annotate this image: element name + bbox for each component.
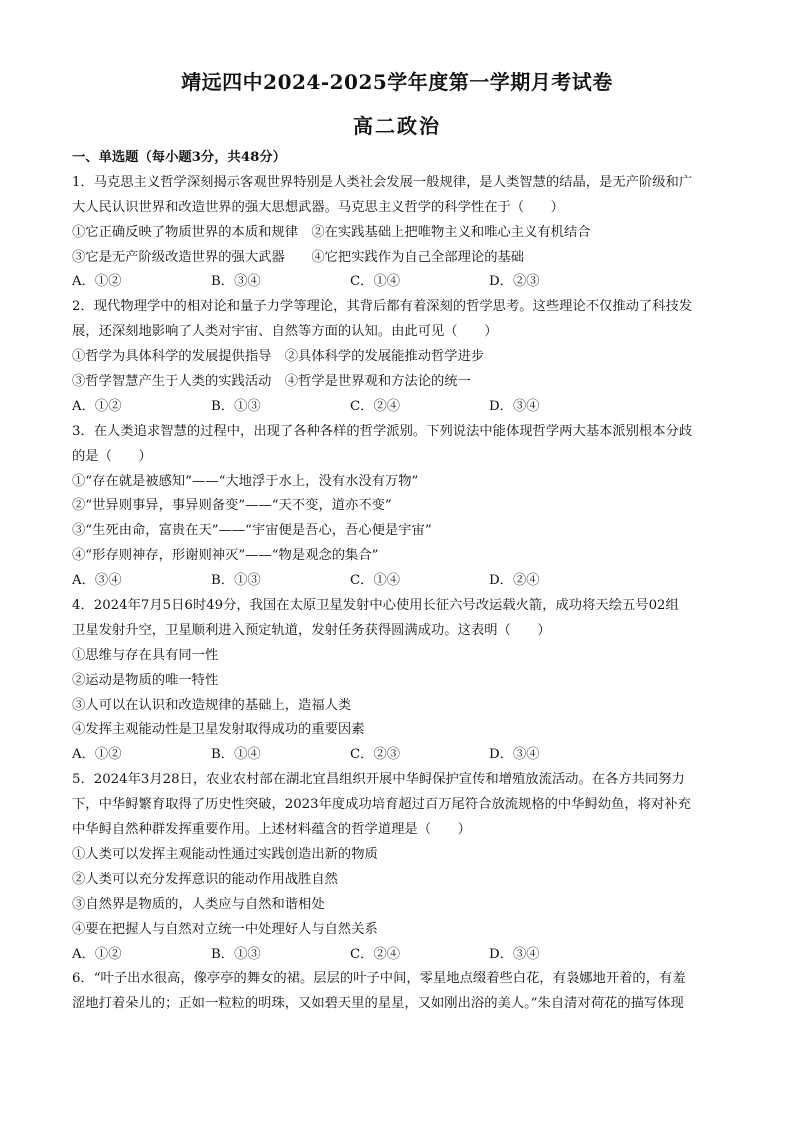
answer-options: [72, 743, 724, 768]
question-stem-line: 涩地打着朵儿的；正如一粒粒的明珠，又如碧天里的星星，又如刚出浴的美人。”朱自清对荷花的描写体现: [72, 996, 684, 1012]
answer-options: [72, 569, 724, 594]
answer-option[interactable]: B．①③: [211, 573, 261, 589]
section-heading: 一、单选题（每小题3分，共48分）: [72, 150, 286, 165]
statement-line: ①“存在就是被感知”——“大地浮于水上，没有水没有万物”: [72, 473, 419, 489]
answer-option[interactable]: D．③④: [489, 747, 540, 763]
statement-line: ②“世异则事异，事异则备变”——“天不变，道亦不变”: [72, 498, 392, 514]
answer-option[interactable]: D．③④: [489, 946, 540, 962]
statement-line: ①思维与存在具有同一性: [72, 647, 219, 663]
question-stem-line: 卫星发射升空，卫星顺利进入预定轨道，发射任务获得圆满成功。这表明（ ）: [72, 622, 551, 638]
question-stem-line: 下，中华鲟繁育取得了历史性突破，2023年度成功培育超过百万尾符合放流规格的中华鲟幼鱼，将对补充: [72, 797, 691, 813]
question-stem-line: 3．在人类追求智慧的过程中，出现了各种各样的哲学派别。下列说法中能体现哲学两大基本派别根本分歧: [72, 423, 693, 439]
answer-option[interactable]: B．①③: [211, 946, 261, 962]
statement-line: ②人类可以充分发挥意识的能动作用战胜自然: [72, 871, 338, 887]
statement-line: ③自然界是物质的，人类应与自然和谐相处: [72, 896, 325, 912]
answer-option[interactable]: A．①②: [72, 274, 122, 290]
statement-line: ③“生死由命，富贵在天”——“宇宙便是吾心，吾心便是宇宙”: [72, 523, 432, 539]
statement-line: ④要在把握人与自然对立统一中处理好人与自然关系: [72, 921, 378, 937]
question-stem-line: 5．2024年3月28日，农业农村部在湖北宜昌组织开展中华鲟保护宣传和增殖放流活动。在各方共同努力: [72, 772, 685, 788]
statement-line: ④发挥主观能动性是卫星发射取得成功的重要因素: [72, 722, 365, 738]
answer-option[interactable]: B．①④: [211, 747, 261, 763]
question-stem-line: 中华鲟自然种群发挥重要作用。上述材料蕴含的哲学道理是（ ）: [72, 822, 471, 838]
question-3: [72, 420, 724, 594]
question-stem-line: 的是（ ）: [72, 448, 152, 464]
answer-option[interactable]: A．①②: [72, 946, 122, 962]
statement-line: ①哲学为具体科学的发展提供指导 ②具体科学的发展能推动哲学进步: [72, 349, 485, 365]
answer-option[interactable]: C．②③: [350, 747, 401, 763]
answer-option[interactable]: C．②④: [350, 398, 401, 414]
question-list: [72, 171, 724, 1017]
answer-option[interactable]: D．③④: [489, 398, 540, 414]
statement-line: ③它是无产阶级改造世界的强大武器 ④它把实践作为自己全部理论的基础: [72, 249, 525, 265]
statement-line: ③人可以在认识和改造规律的基础上，造福人类: [72, 697, 352, 713]
answer-option[interactable]: D．②③: [489, 274, 540, 290]
question-stem-line: 2．现代物理学中的相对论和量子力学等理论，其背后都有着深刻的哲学思考。这些理论不仅推动了科技发: [72, 299, 693, 315]
question-6: [72, 967, 724, 1017]
answer-options: [72, 943, 724, 968]
answer-option[interactable]: B．③④: [211, 274, 261, 290]
question-4: [72, 594, 724, 768]
statement-line: ①它正确反映了物质世界的本质和规律 ②在实践基础上把唯物主义和唯心主义有机结合: [72, 224, 591, 240]
answer-option[interactable]: A．①②: [72, 398, 122, 414]
answer-option[interactable]: D．②④: [489, 573, 540, 589]
answer-options: [72, 395, 724, 420]
answer-option[interactable]: A．③④: [72, 573, 122, 589]
question-stem-line: 4．2024年7月5日6时49分，我国在太原卫星发射中心使用长征六号改运载火箭，成功将天绘五号02组: [72, 598, 679, 614]
question-stem-line: 1．马克思主义哲学深刻揭示客观世界特别是人类社会发展一般规律，是人类智慧的结晶，是无产阶级和广: [72, 174, 693, 190]
answer-option[interactable]: C．②④: [350, 946, 401, 962]
question-2: [72, 295, 724, 419]
statement-line: ①人类可以发挥主观能动性通过实践创造出新的物质: [72, 846, 378, 862]
statement-line: ④“形存则神存，形谢则神灭”——“物是观念的集合”: [72, 548, 379, 564]
exam-subtitle: 高二政治: [353, 114, 441, 138]
question-5: [72, 768, 724, 967]
question-stem-line: 大人民认识世界和改造世界的强大思想武器。马克思主义哲学的科学性在于（ ）: [72, 199, 564, 215]
question-stem-line: 6．“叶子出水很高，像亭亭的舞女的裙。层层的叶子中间，零星地点缀着些白花，有袅娜地开着的，有羞: [72, 971, 686, 987]
answer-option[interactable]: C．①④: [350, 274, 401, 290]
statement-line: ②运动是物质的唯一特性: [72, 672, 219, 688]
question-1: [72, 171, 724, 295]
answer-option[interactable]: A．①②: [72, 747, 122, 763]
exam-title: 靖远四中2024-2025学年度第一学期月考试卷: [181, 70, 613, 94]
exam-content: [72, 146, 724, 1017]
question-stem-line: 展，还深刻地影响了人类对宇宙、自然等方面的认知。由此可见（ ）: [72, 324, 498, 340]
answer-option[interactable]: C．①④: [350, 573, 401, 589]
statement-line: ③哲学智慧产生于人类的实践活动 ④哲学是世界观和方法论的统一: [72, 374, 471, 390]
answer-option[interactable]: B．①③: [211, 398, 261, 414]
answer-options: [72, 270, 724, 295]
